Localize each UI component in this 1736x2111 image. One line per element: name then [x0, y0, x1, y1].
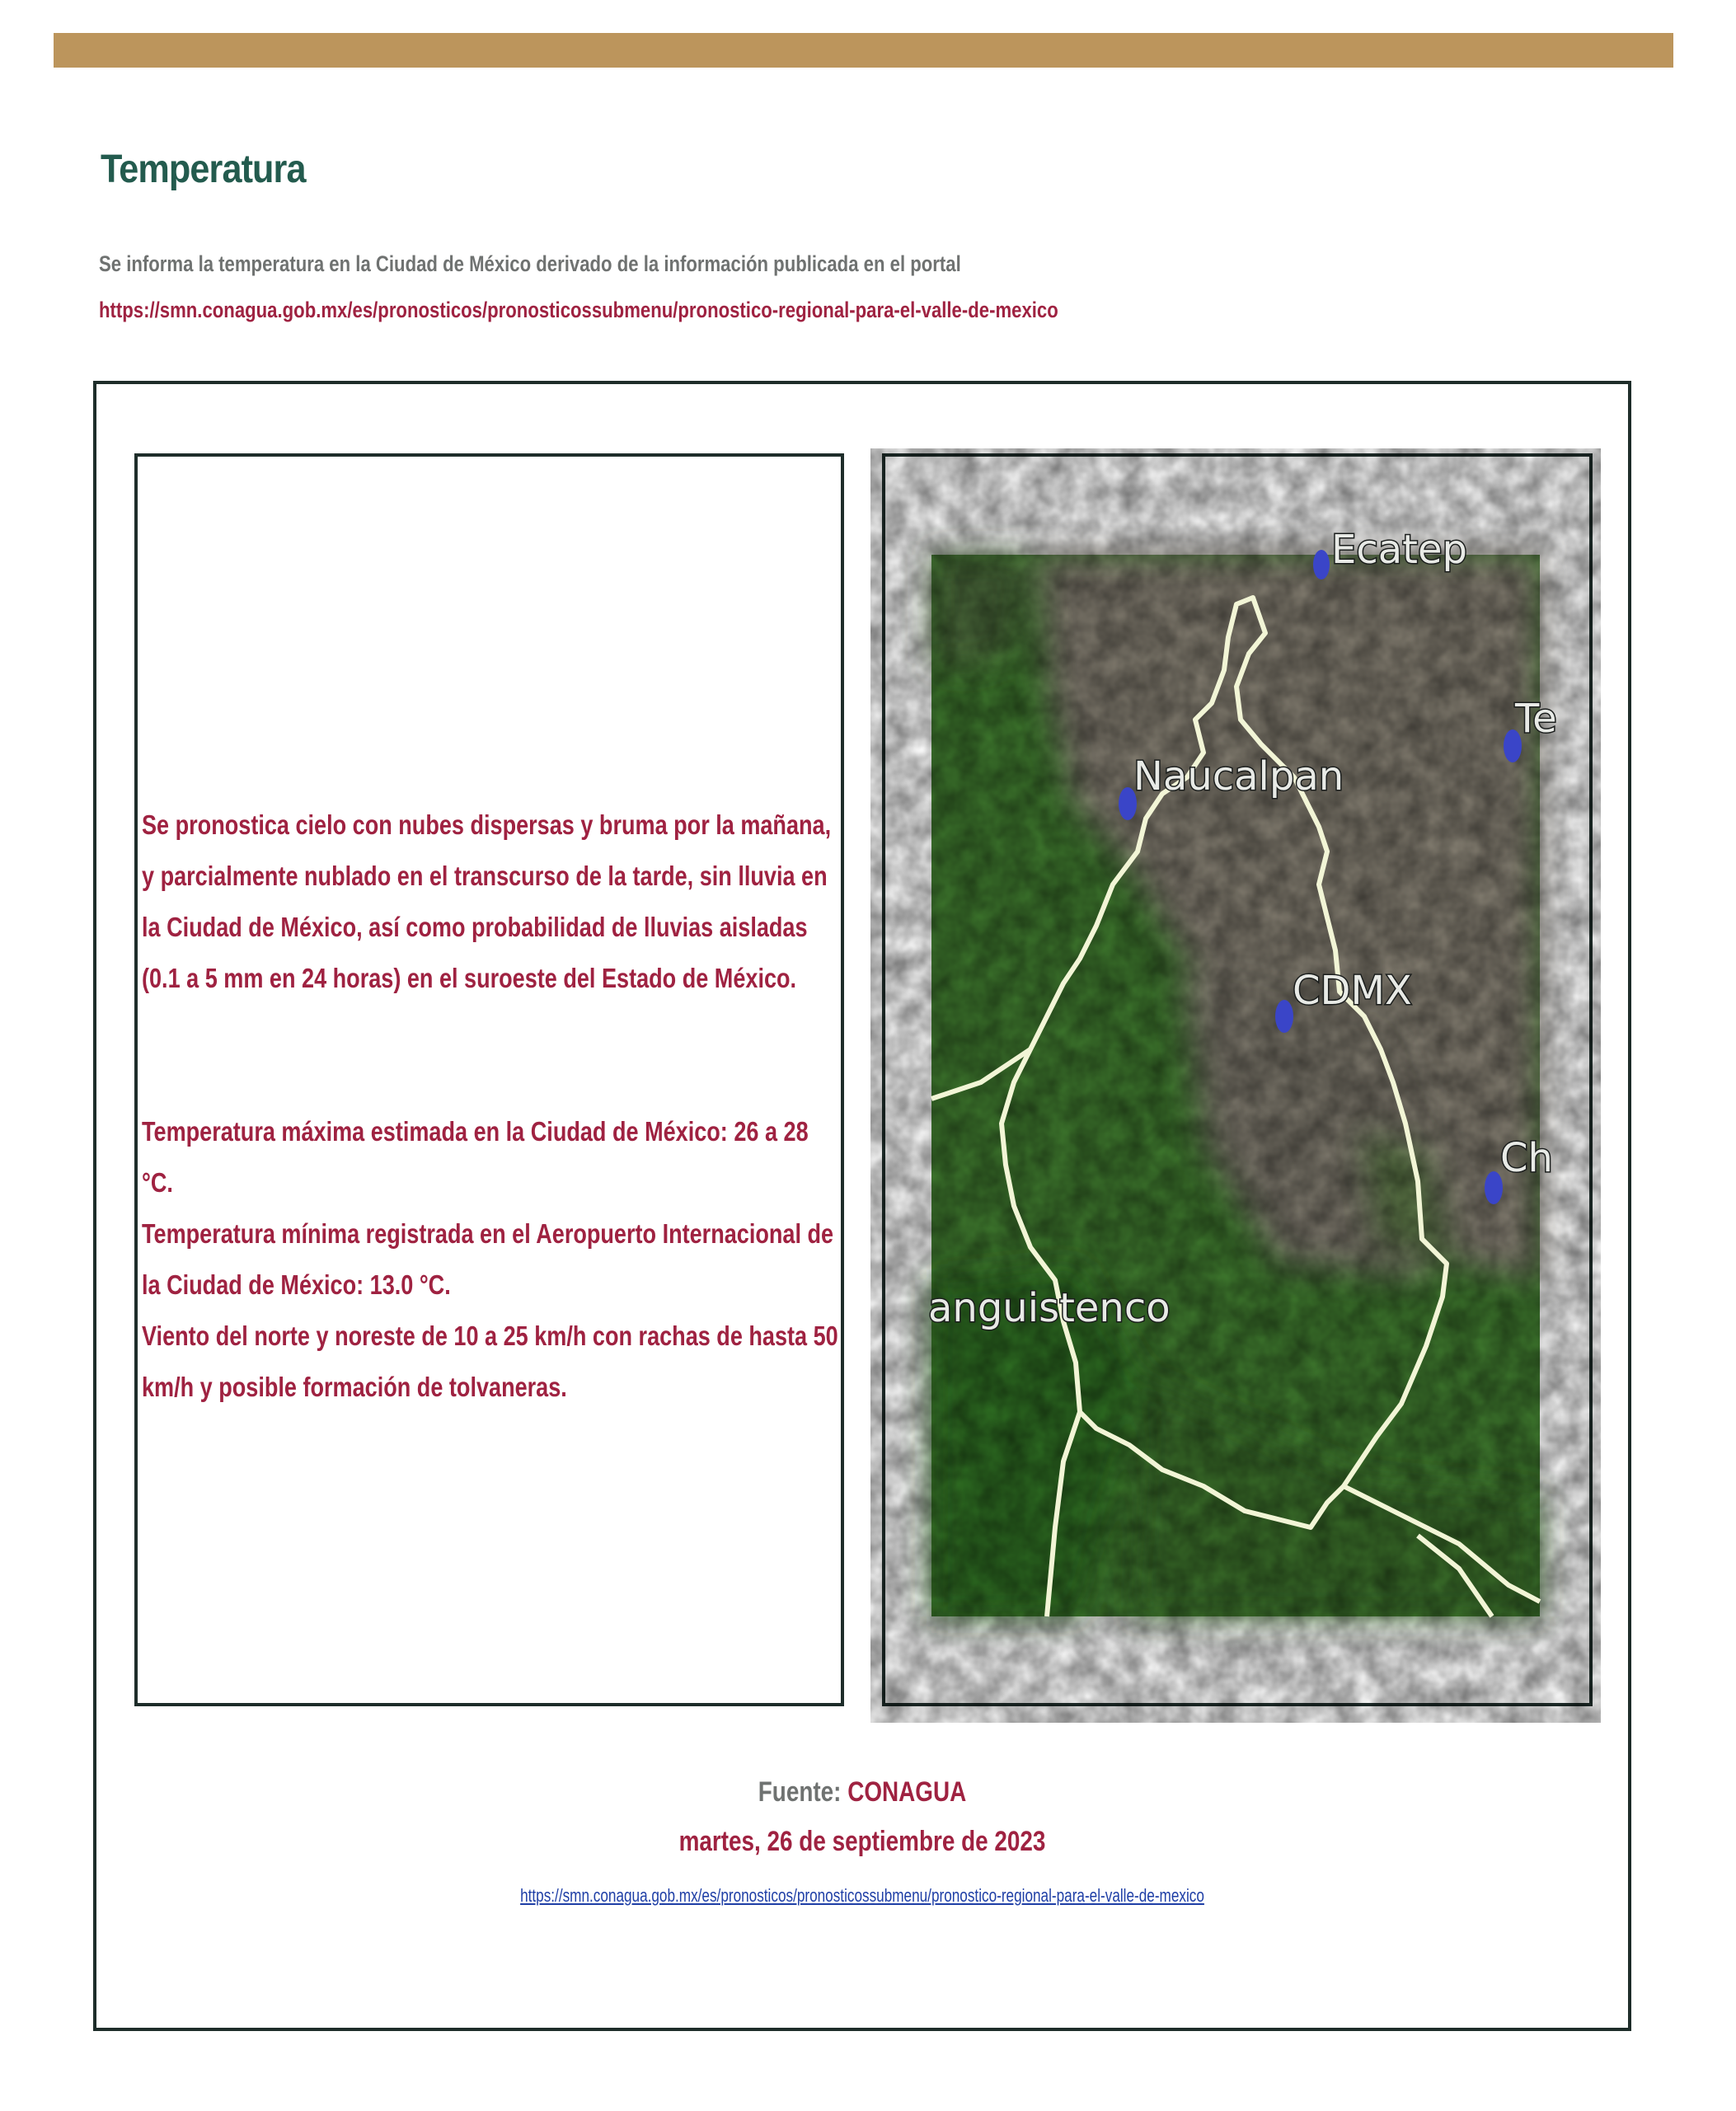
- intro-url[interactable]: https://smn.conagua.gob.mx/es/pronosticos/pronosticossubmenu/pronostico-regional-para-el-valle-de-mexico: [99, 298, 1058, 322]
- right-top-label: Te: [1515, 696, 1557, 742]
- cdmx-marker: [1275, 1000, 1293, 1033]
- header-band: [54, 33, 1673, 68]
- footer-link[interactable]: https://smn.conagua.gob.mx/es/pronosticos/pronosticossubmenu/pronostico-regional-para-el-valle-de-mexico: [520, 1885, 1204, 1906]
- cdmx-label: CDMX: [1293, 968, 1412, 1014]
- naucalpan-label: Naucalpan: [1133, 753, 1344, 800]
- source-label: Fuente:: [758, 1776, 842, 1808]
- spacer: [142, 1004, 845, 1106]
- forecast-wind: Viento del norte y noreste de 10 a 25 km/h con rachas de hasta 50 km/h y posible formación de tolvaneras.: [142, 1321, 838, 1402]
- source-name: CONAGUA: [847, 1776, 967, 1808]
- forecast-max-temp: Temperatura máxima estimada en la Ciudad de México: 26 a 28 °C.: [142, 1116, 809, 1198]
- top-partial-label: Ecatep: [1331, 527, 1467, 573]
- report-date: martes, 26 de septiembre de 2023: [678, 1826, 1046, 1857]
- right-mid-label: Ch: [1500, 1135, 1553, 1181]
- map-svg: [928, 527, 1557, 1616]
- forecast-min-temp: Temperatura mínima registrada en el Aeropuerto Internacional de la Ciudad de México: 13.0 °C.: [142, 1218, 834, 1300]
- north-marker: [1313, 550, 1330, 579]
- forecast-summary: Se pronostica cielo con nubes dispersas y bruma por la mañana, y parcialmente nublado en el transcurso de la tarde, sin lluvia en la Ciudad de México, así como probabilidad de lluvias aisladas (0.1 a 5 mm en 24 horas) en el suroeste del Estado de México.: [142, 809, 832, 993]
- satellite-map: [928, 527, 1557, 1616]
- source-line: [232, 1776, 1493, 1808]
- tianguistenco-label: anguistenco: [928, 1285, 1171, 1331]
- terrain-texture: [931, 555, 1540, 1616]
- intro-text: Se informa la temperatura en la Ciudad de México derivado de la información publicada en el portal: [99, 251, 961, 276]
- intro-block: [99, 241, 1058, 333]
- page-title: Temperatura: [101, 148, 306, 191]
- forecast-text: [142, 800, 845, 1413]
